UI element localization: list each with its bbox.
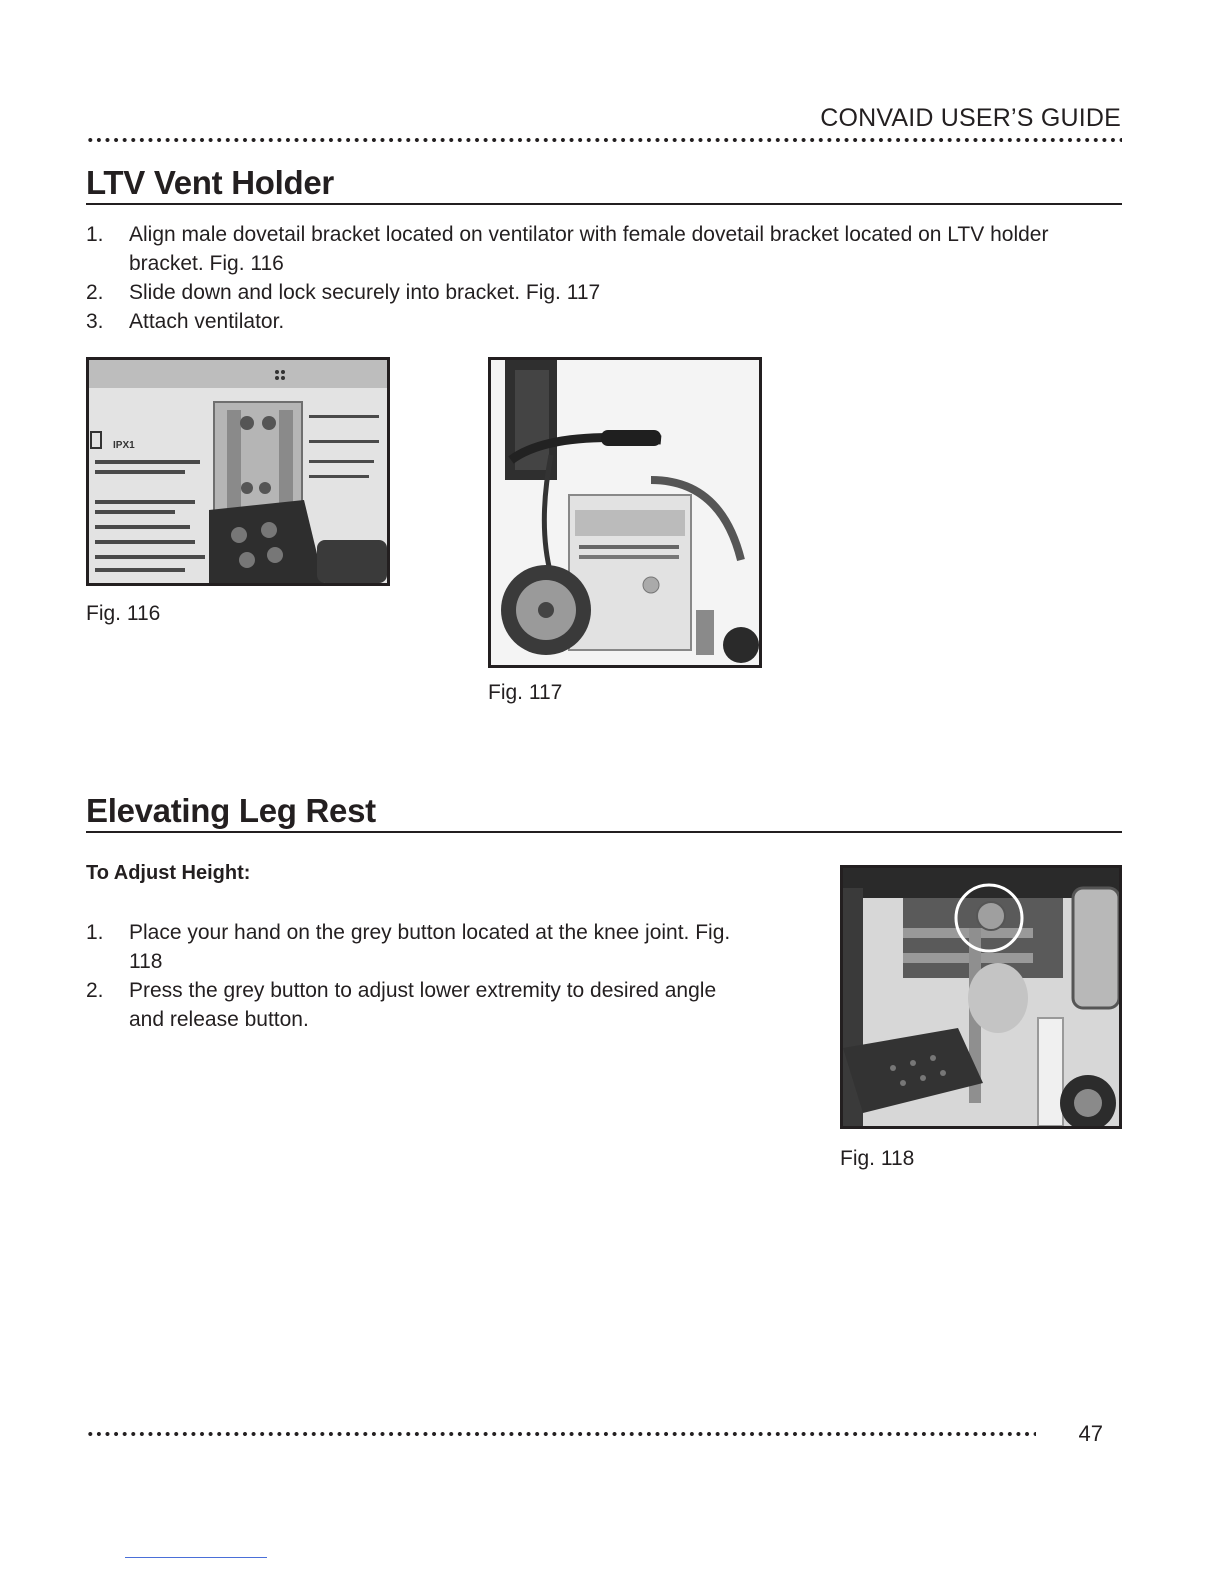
step-number: 1. xyxy=(86,921,104,944)
figure-117-caption: Fig. 117 xyxy=(488,681,563,704)
figure-118-caption: Fig. 118 xyxy=(840,1147,915,1170)
step-text: Place your hand on the grey button located at the knee joint. Fig. 118 xyxy=(129,921,731,973)
figure-116-photo xyxy=(86,357,390,586)
step-number: 2. xyxy=(86,281,104,304)
figure-116-caption: Fig. 116 xyxy=(86,602,161,625)
wheelchair-ventilator-illustration xyxy=(491,360,759,665)
leg-rest-illustration xyxy=(843,868,1119,1126)
decorative-blue-line xyxy=(125,1557,267,1558)
step-text: Press the grey button to adjust lower extremity to desired angle and release button. xyxy=(129,979,717,1031)
step-number: 1. xyxy=(86,223,104,246)
figure-118-photo xyxy=(840,865,1122,1129)
page-number: 47 xyxy=(1078,1421,1103,1446)
list-item xyxy=(86,278,1086,307)
subheading-adjust-height: To Adjust Height: xyxy=(86,862,251,884)
step-number: 2. xyxy=(86,979,104,1002)
list-item xyxy=(86,976,746,1034)
list-item xyxy=(86,307,1086,336)
ltv-steps-list xyxy=(86,220,1086,336)
section-title-elevating-leg-rest: Elevating Leg Rest xyxy=(86,791,1122,833)
step-text: Align male dovetail bracket located on ventilator with female dovetail bracket located on LTV holder bracket. Fig. 116 xyxy=(129,223,1049,275)
top-dotted-rule xyxy=(86,138,1122,142)
step-number: 3. xyxy=(86,310,104,333)
step-text: Attach ventilator. xyxy=(129,310,285,333)
leg-rest-steps-list xyxy=(86,918,746,1034)
running-head: CONVAID USER’S GUIDE xyxy=(820,104,1121,132)
fig116-label-text: IPX1 xyxy=(113,440,135,451)
section-title-ltv-vent-holder: LTV Vent Holder xyxy=(86,163,1122,205)
bracket-photo-illustration xyxy=(89,360,387,583)
list-item xyxy=(86,220,1086,278)
figure-117-photo xyxy=(488,357,762,668)
step-text: Slide down and lock securely into bracket. Fig. 117 xyxy=(129,281,601,304)
list-item xyxy=(86,918,746,976)
bottom-dotted-rule xyxy=(86,1432,1036,1436)
